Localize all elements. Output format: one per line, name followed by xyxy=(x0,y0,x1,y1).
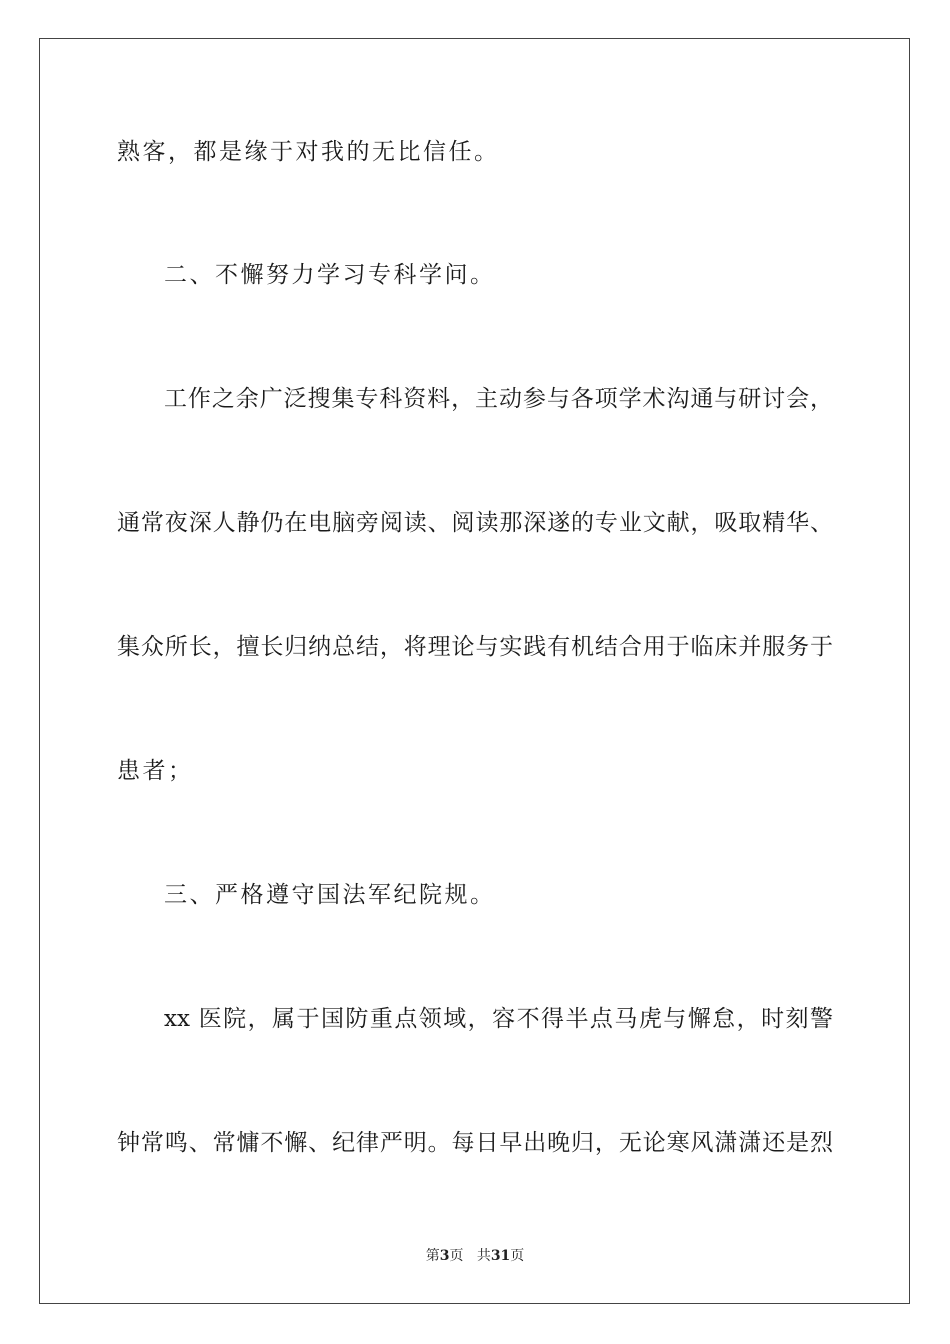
text-line-9: 钟常鸣、常慵不懈、纪律严明。每日早出晚归，无论寒风潇潇还是烈 xyxy=(117,1130,833,1156)
text-line-1: 熟客，都是缘于对我的无比信任。 xyxy=(117,139,500,165)
total-prefix: 共 xyxy=(476,1248,491,1264)
text-line-5: 集众所长，擅长归纳总结，将理论与实践有机结合用于临床并服务于 xyxy=(117,634,833,660)
text-line-4: 通常夜深人静仍在电脑旁阅读、阅读那深遂的专业文献，吸取精华、 xyxy=(117,510,833,536)
total-suffix: 页 xyxy=(510,1248,525,1264)
page-prefix: 第 xyxy=(425,1248,440,1264)
page-number: 3 xyxy=(439,1248,450,1264)
page-border xyxy=(39,38,910,1304)
section-heading-2: 二、不懈努力学习专科学问。 xyxy=(164,262,496,288)
text-line-6: 患者； xyxy=(117,758,194,784)
text-line-8: xx 医院，属于国防重点领域，容不得半点马虎与懈怠，时刻警 xyxy=(164,1006,833,1032)
page-suffix: 页 xyxy=(449,1248,464,1264)
page-footer xyxy=(0,1247,950,1265)
text-line-3: 工作之余广泛搜集专科资料，主动参与各项学术沟通与研讨会， xyxy=(164,386,833,412)
total-pages: 31 xyxy=(490,1248,511,1264)
section-heading-3: 三、严格遵守国法军纪院规。 xyxy=(164,882,496,908)
